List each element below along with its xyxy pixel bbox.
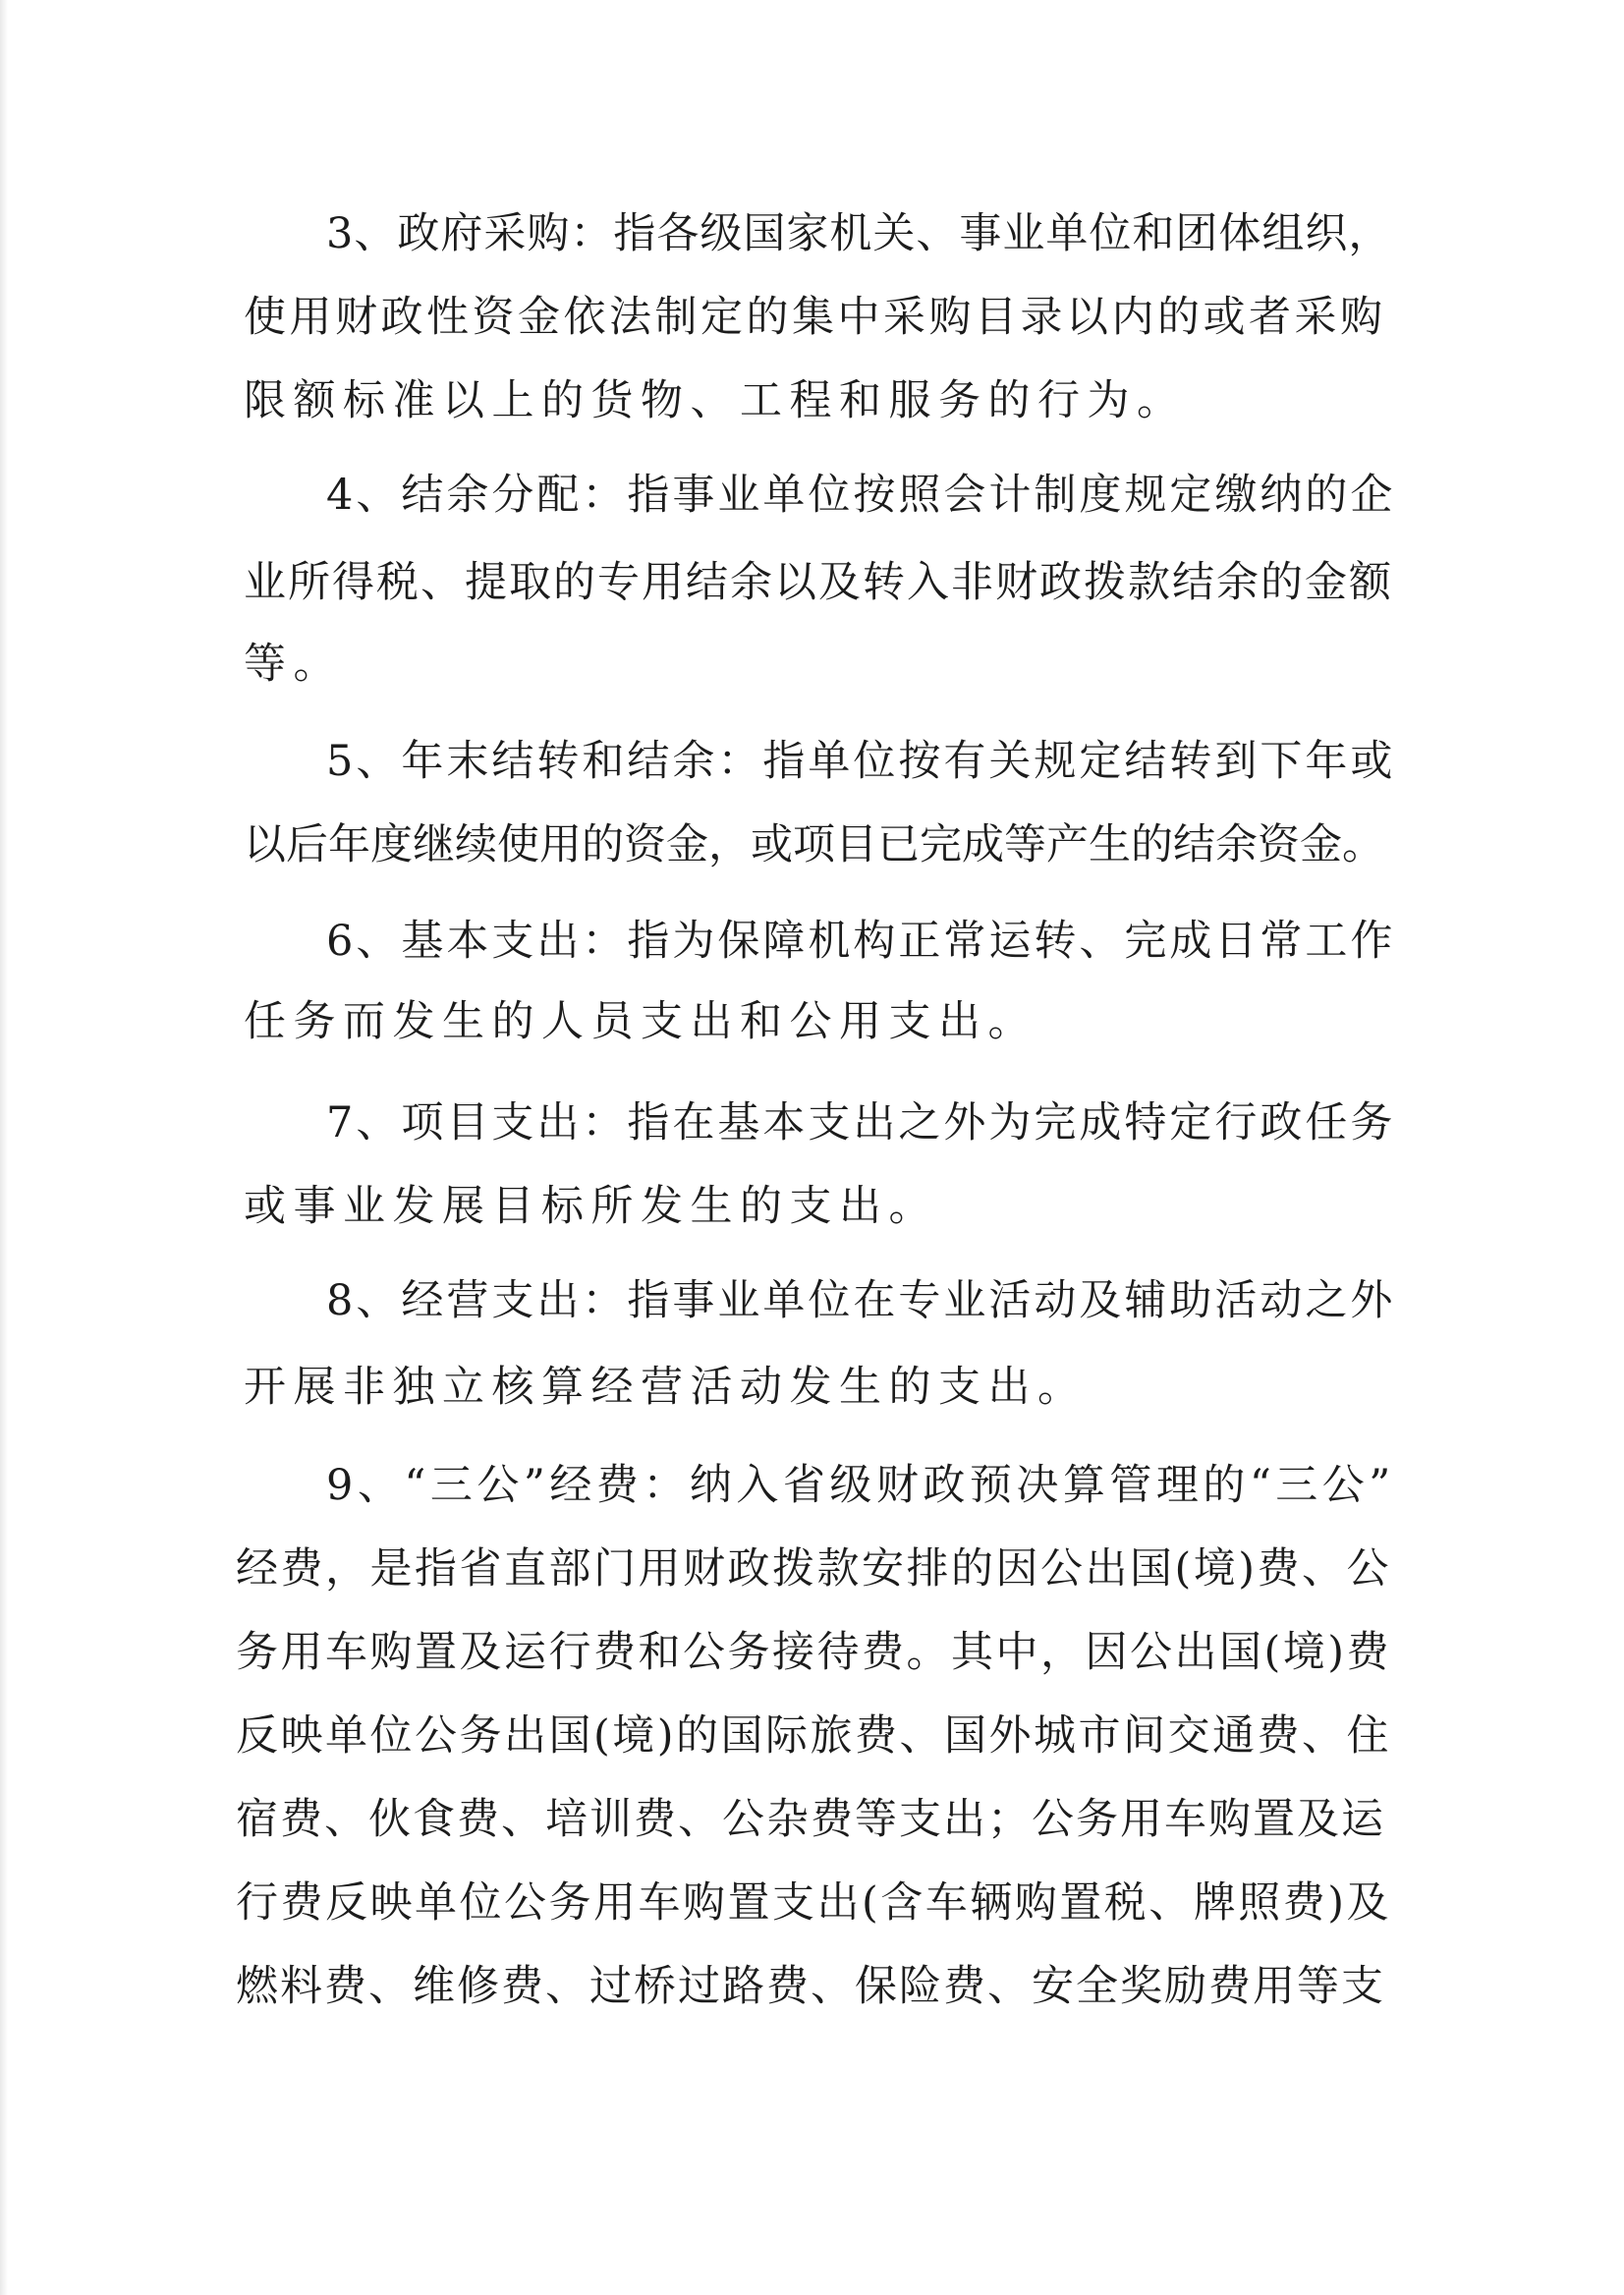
paragraph-3-line-1: 3、政府采购：指各级国家机关、事业单位和团体组织，: [326, 209, 1392, 258]
paragraph-9-line-2: 经费，是指省直部门用财政拨款安排的因公出国(境)费、公: [236, 1544, 1392, 1594]
paragraph-9-line-1: 9、“三公”经费：纳入省级财政预决算管理的“三公”: [326, 1461, 1395, 1510]
paragraph-8-line-1: 8、经营支出：指事业单位在专业活动及辅助活动之外: [326, 1276, 1396, 1325]
paragraph-9-line-7: 燃料费、维修费、过桥过路费、保险费、安全奖励费用等支: [236, 1962, 1385, 2011]
paragraph-9-line-5: 宿费、伙食费、培训费、公杂费等支出；公务用车购置及运: [236, 1795, 1385, 1844]
paragraph-3-line-3: 限额标准以上的货物、工程和服务的行为。: [244, 376, 1187, 425]
paragraph-9-line-6: 行费反映单位公务用车购置支出(含车辆购置税、牌照费)及: [236, 1878, 1392, 1928]
paragraph-9-line-4: 反映单位公务出国(境)的国际旅费、国外城市间交通费、住: [236, 1711, 1392, 1761]
paragraph-6-line-1: 6、基本支出：指为保障机构正常运转、完成日常工作: [326, 917, 1396, 966]
paragraph-4-line-1: 4、结余分配：指事业单位按照会计制度规定缴纳的企: [326, 471, 1396, 520]
paragraph-6-line-2: 任务而发生的人员支出和公用支出。: [244, 997, 1037, 1046]
paragraph-3-line-2: 使用财政性资金依法制定的集中采购目录以内的或者采购: [244, 293, 1386, 342]
paragraph-7-line-2: 或事业发展目标所发生的支出。: [244, 1182, 938, 1231]
paragraph-5-line-2: 以后年度继续使用的资金，或项目已完成等产生的结余资金。: [244, 820, 1384, 869]
paragraph-4-line-2: 业所得税、提取的专用结余以及转入非财政拨款结余的金额: [244, 558, 1393, 607]
paragraph-7-line-1: 7、项目支出：指在基本支出之外为完成特定行政任务: [326, 1098, 1396, 1148]
paragraph-5-line-1: 5、年末结转和结余：指单位按有关规定结转到下年或: [326, 737, 1396, 786]
paragraph-4-line-3: 等。: [244, 640, 343, 689]
paragraph-9-line-3: 务用车购置及运行费和公务接待费。其中，因公出国(境)费: [236, 1628, 1392, 1677]
paragraph-8-line-2: 开展非独立核算经营活动发生的支出。: [244, 1363, 1088, 1412]
page-edge: [0, 0, 8, 2295]
